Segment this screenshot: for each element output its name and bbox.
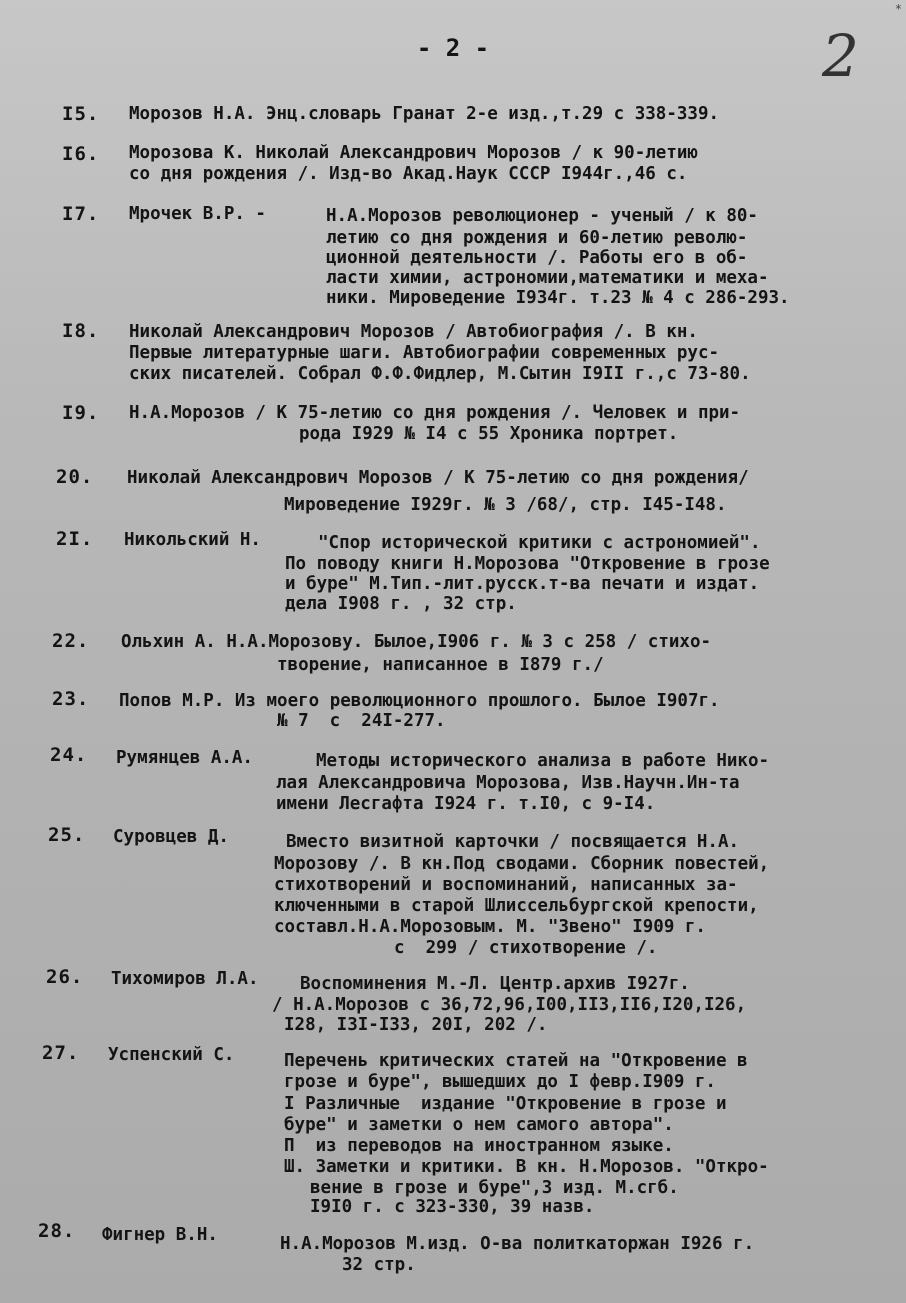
- entry-line: лая Александровича Морозова, Изв.Научн.Ин-та: [276, 773, 740, 793]
- entry-line: I9I0 г. с 323-330, 39 назв.: [310, 1197, 595, 1217]
- entry-line: дела I908 г. , 32 стр.: [285, 594, 517, 614]
- entry-number: 22.: [52, 630, 90, 652]
- entry-line: По поводу книги Н.Морозова "Откровение в грозе: [285, 554, 770, 574]
- entry-number: 2I.: [56, 528, 94, 550]
- entry-author: Румянцев А.А.: [116, 748, 253, 768]
- entry-line: Методы исторического анализа в работе Нико-: [316, 751, 770, 771]
- entry-author: Мрочек В.Р. -: [129, 204, 266, 224]
- entry-line: I28, I3I-I33, 20I, 202 /.: [284, 1015, 548, 1035]
- entry-number: 24.: [50, 744, 88, 766]
- entry-line: Ш. Заметки и критики. В кн. Н.Морозов. "Откро-: [284, 1157, 769, 1177]
- entry-line: вение в грозе и буре",3 изд. М.сгб.: [310, 1178, 679, 1198]
- entry-author: Тихомиров Л.А.: [111, 969, 259, 989]
- entry-line: с 299 / стихотворение /.: [394, 938, 658, 958]
- entry-line: I Различные издание "Откровение в грозе и: [284, 1094, 727, 1114]
- entry-line: грозе и буре", вышедших до I февр.I909 г.: [284, 1072, 716, 1092]
- entry-line: со дня рождения /. Изд-во Акад.Наук СССР I944г.,46 с.: [129, 164, 688, 184]
- entry-author: Фигнер В.Н.: [102, 1225, 218, 1245]
- entry-author: Никольский Н.: [124, 530, 261, 550]
- handwritten-page-number: 2: [822, 22, 859, 90]
- entry-line: / Н.А.Морозов с 36,72,96,I00,II3,II6,I20,I26,: [272, 995, 747, 1015]
- entry-line: и буре" М.Тип.-лит.русск.т-ва печати и издат.: [285, 574, 760, 594]
- entry-line: Н.А.Морозов революционер - ученый / к 80-: [326, 206, 758, 226]
- entry-line: имени Лесгафта I924 г. т.I0, с 9-I4.: [276, 794, 656, 814]
- entry-line: Н.А.Морозов М.изд. О-ва политкаторжан I926 г.: [280, 1234, 755, 1254]
- page-header: - 2 -: [416, 34, 490, 62]
- entry-line: ционной деятельности /. Работы его в об-: [326, 248, 748, 268]
- entry-number: I7.: [62, 203, 100, 225]
- entry-line: Ольхин А. Н.А.Морозову. Былое,I906 г. № 3 с 258 / стихо-: [121, 632, 712, 652]
- entry-line: Морозову /. В кн.Под сводами. Сборник повестей,: [274, 854, 770, 874]
- entry-line: Морозова К. Николай Александрович Морозов / к 90-летию: [129, 143, 698, 163]
- entry-line: Николай Александрович Морозов / К 75-летию со дня рождения/: [127, 468, 749, 488]
- entry-line: Перечень критических статей на "Откровение в: [284, 1051, 748, 1071]
- entry-author: Суровцев Д.: [113, 827, 229, 847]
- entry-number: 27.: [42, 1042, 80, 1064]
- entry-line: ники. Мироведение I934г. т.23 № 4 с 286-293.: [326, 288, 790, 308]
- entry-number: I6.: [62, 143, 100, 165]
- entry-number: 20.: [56, 466, 94, 488]
- entry-line: буре" и заметки о нем самого автора".: [284, 1115, 674, 1135]
- entry-line: рода I929 № I4 с 55 Хроника портрет.: [299, 424, 679, 444]
- entry-line: ласти химии, астрономии,математики и меха-: [326, 268, 769, 288]
- entry-line: ских писателей. Собрал Ф.Ф.Фидлер, М.Сытин I9II г.,с 73-80.: [129, 364, 751, 384]
- entry-number: 25.: [48, 824, 86, 846]
- entry-line: стихотворений и воспоминаний, написанных за-: [274, 875, 738, 895]
- entry-number: I9.: [62, 402, 100, 424]
- entry-line: Н.А.Морозов / К 75-летию со дня рождения /. Человек и при-: [129, 403, 741, 423]
- entry-line: творение, написанное в I879 г./: [277, 655, 604, 675]
- entry-number: I5.: [62, 103, 100, 125]
- entry-line: ключенными в старой Шлиссельбургской крепости,: [274, 896, 759, 916]
- entry-line: Попов М.Р. Из моего революционного прошлого. Былое I907г.: [119, 691, 720, 711]
- entry-line: Мироведение I929г. № 3 /68/, стр. I45-I48.: [284, 495, 727, 515]
- entry-line: Первые литературные шаги. Автобиографии современных рус-: [129, 343, 720, 363]
- entry-line: П из переводов на иностранном языке.: [284, 1136, 674, 1156]
- entry-author: Успенский С.: [108, 1045, 235, 1065]
- entry-line: составл.Н.А.Морозовым. М. "Звено" I909 г.: [274, 917, 706, 937]
- entry-line: "Спор исторической критики с астрономией".: [318, 533, 761, 553]
- entry-number: I8.: [62, 320, 100, 342]
- entry-number: 23.: [52, 688, 90, 710]
- entry-line: № 7 с 24I-277.: [277, 711, 446, 731]
- corner-mark: *: [894, 2, 902, 16]
- entry-line: Николай Александрович Морозов / Автобиография /. В кн.: [129, 322, 698, 342]
- entry-line: Морозов Н.А. Энц.словарь Гранат 2-е изд.,т.29 с 338-339.: [129, 104, 720, 124]
- entry-line: летию со дня рождения и 60-летию револю-: [326, 228, 748, 248]
- entry-number: 28.: [38, 1220, 76, 1242]
- entry-line: 32 стр.: [342, 1255, 416, 1275]
- entry-line: Воспоминения М.-Л. Центр.архив I927г.: [300, 974, 690, 994]
- entry-number: 26.: [46, 966, 84, 988]
- entry-line: Вместо визитной карточки / посвящается Н.А.: [286, 832, 740, 852]
